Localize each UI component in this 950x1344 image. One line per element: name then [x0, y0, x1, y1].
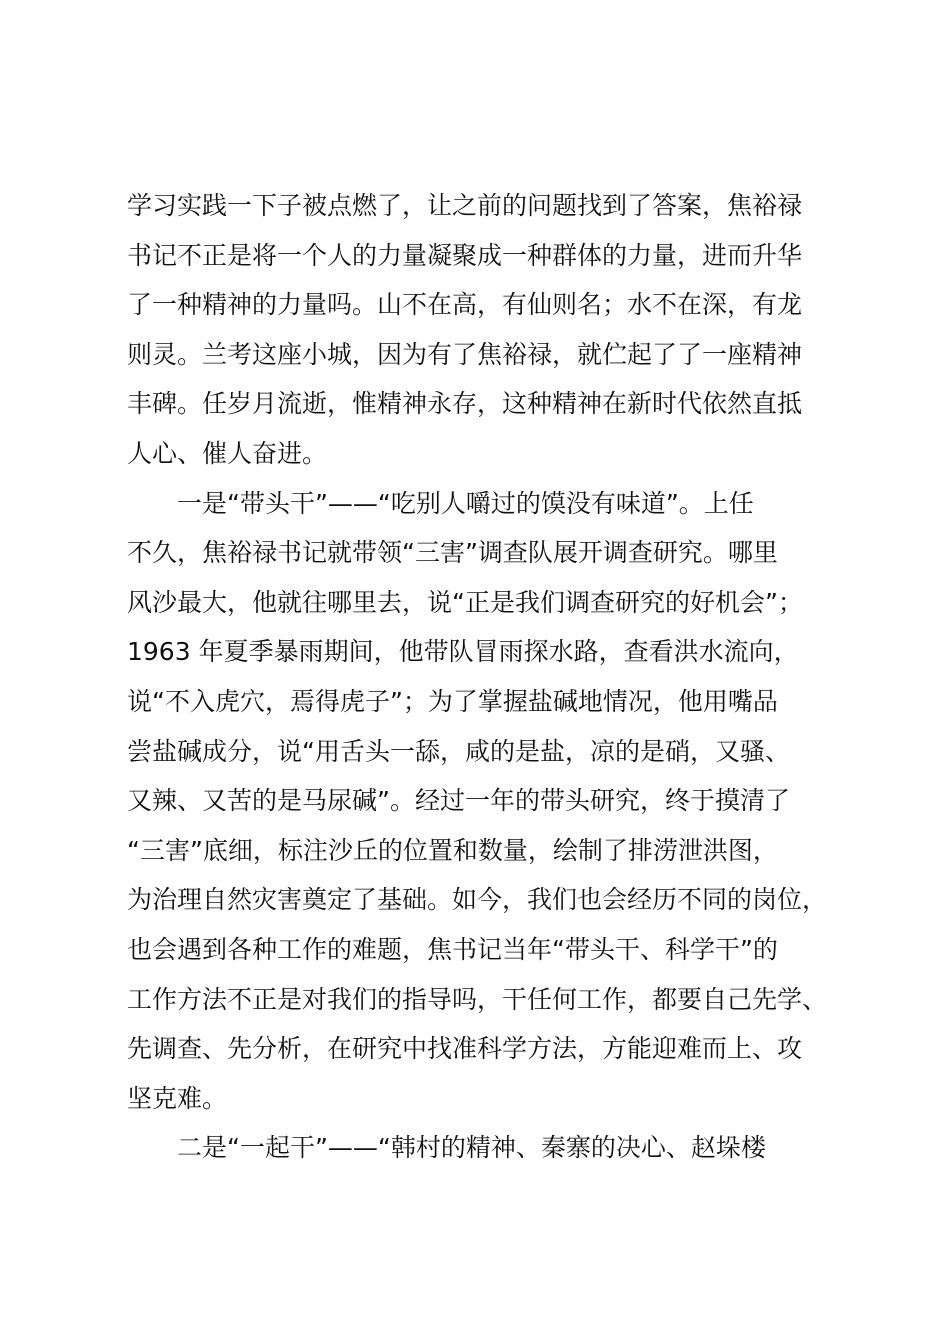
- text-line: 了一种精神的力量吗。山不在高，有仙则名；水不在深，有龙: [127, 290, 803, 320]
- text-line: 说“不入虎穴，焉得虎子”；为了掌握盐碱地情况，他用嘴品: [127, 686, 778, 716]
- text-line: 则灵。兰考这座小城，因为有了焦裕禄，就伫起了了一座精神: [127, 339, 803, 369]
- text-line: 先调查、先分析，在研究中找准科学方法，方能迎难而上、攻: [127, 1034, 803, 1064]
- text-line-first-indented: 二是“一起干”——“韩村的精神、秦寨的决心、赵垛楼: [177, 1133, 766, 1163]
- text-line: 风沙最大，他就往哪里去，说“正是我们调查研究的好机会”；: [127, 587, 803, 617]
- text-line: 丰碑。任岁月流逝，惟精神永存，这种精神在新时代依然直抵: [127, 389, 803, 419]
- paragraph-2: [127, 479, 847, 1124]
- text-line: 工作方法不正是对我们的指导吗，干任何工作，都要自己先学、: [127, 984, 828, 1014]
- document-body: [127, 181, 847, 1173]
- text-line: 又辣、又苦的是马尿碱”。经过一年的带头研究，终于摸清了: [127, 786, 790, 816]
- text-line: 人心、催人奋进。: [127, 438, 328, 468]
- text-line: 为治理自然灾害奠定了基础。如今，我们也会经历不同的岗位，: [127, 885, 828, 915]
- text-line-first-indented: 一是“带头干”——“吃别人嚼过的馍没有味道”。上任: [177, 488, 754, 518]
- text-line: 不久，焦裕禄书记就带领“三害”调查队展开调查研究。哪里: [127, 538, 778, 568]
- text-line: 1963 年夏季暴雨期间，他带队冒雨探水路，查看洪水流向，: [127, 637, 799, 667]
- text-line: 也会遇到各种工作的难题，焦书记当年“带头干、科学干”的: [127, 934, 778, 964]
- text-line: 坚克难。: [127, 1083, 228, 1113]
- paragraph-3: [127, 1123, 847, 1173]
- text-line: 尝盐碱成分，说“用舌头一舔，咸的是盐，凉的是硝，又骚、: [127, 736, 790, 766]
- text-line: “三害”底细，标注沙丘的位置和数量，绘制了排涝泄洪图，: [127, 835, 778, 865]
- text-line: 学习实践一下子被点燃了，让之前的问题找到了答案，焦裕禄: [127, 191, 803, 220]
- paragraph-1: [127, 181, 847, 479]
- text-line: 书记不正是将一个人的力量凝聚成一种群体的力量，进而升华: [127, 240, 803, 270]
